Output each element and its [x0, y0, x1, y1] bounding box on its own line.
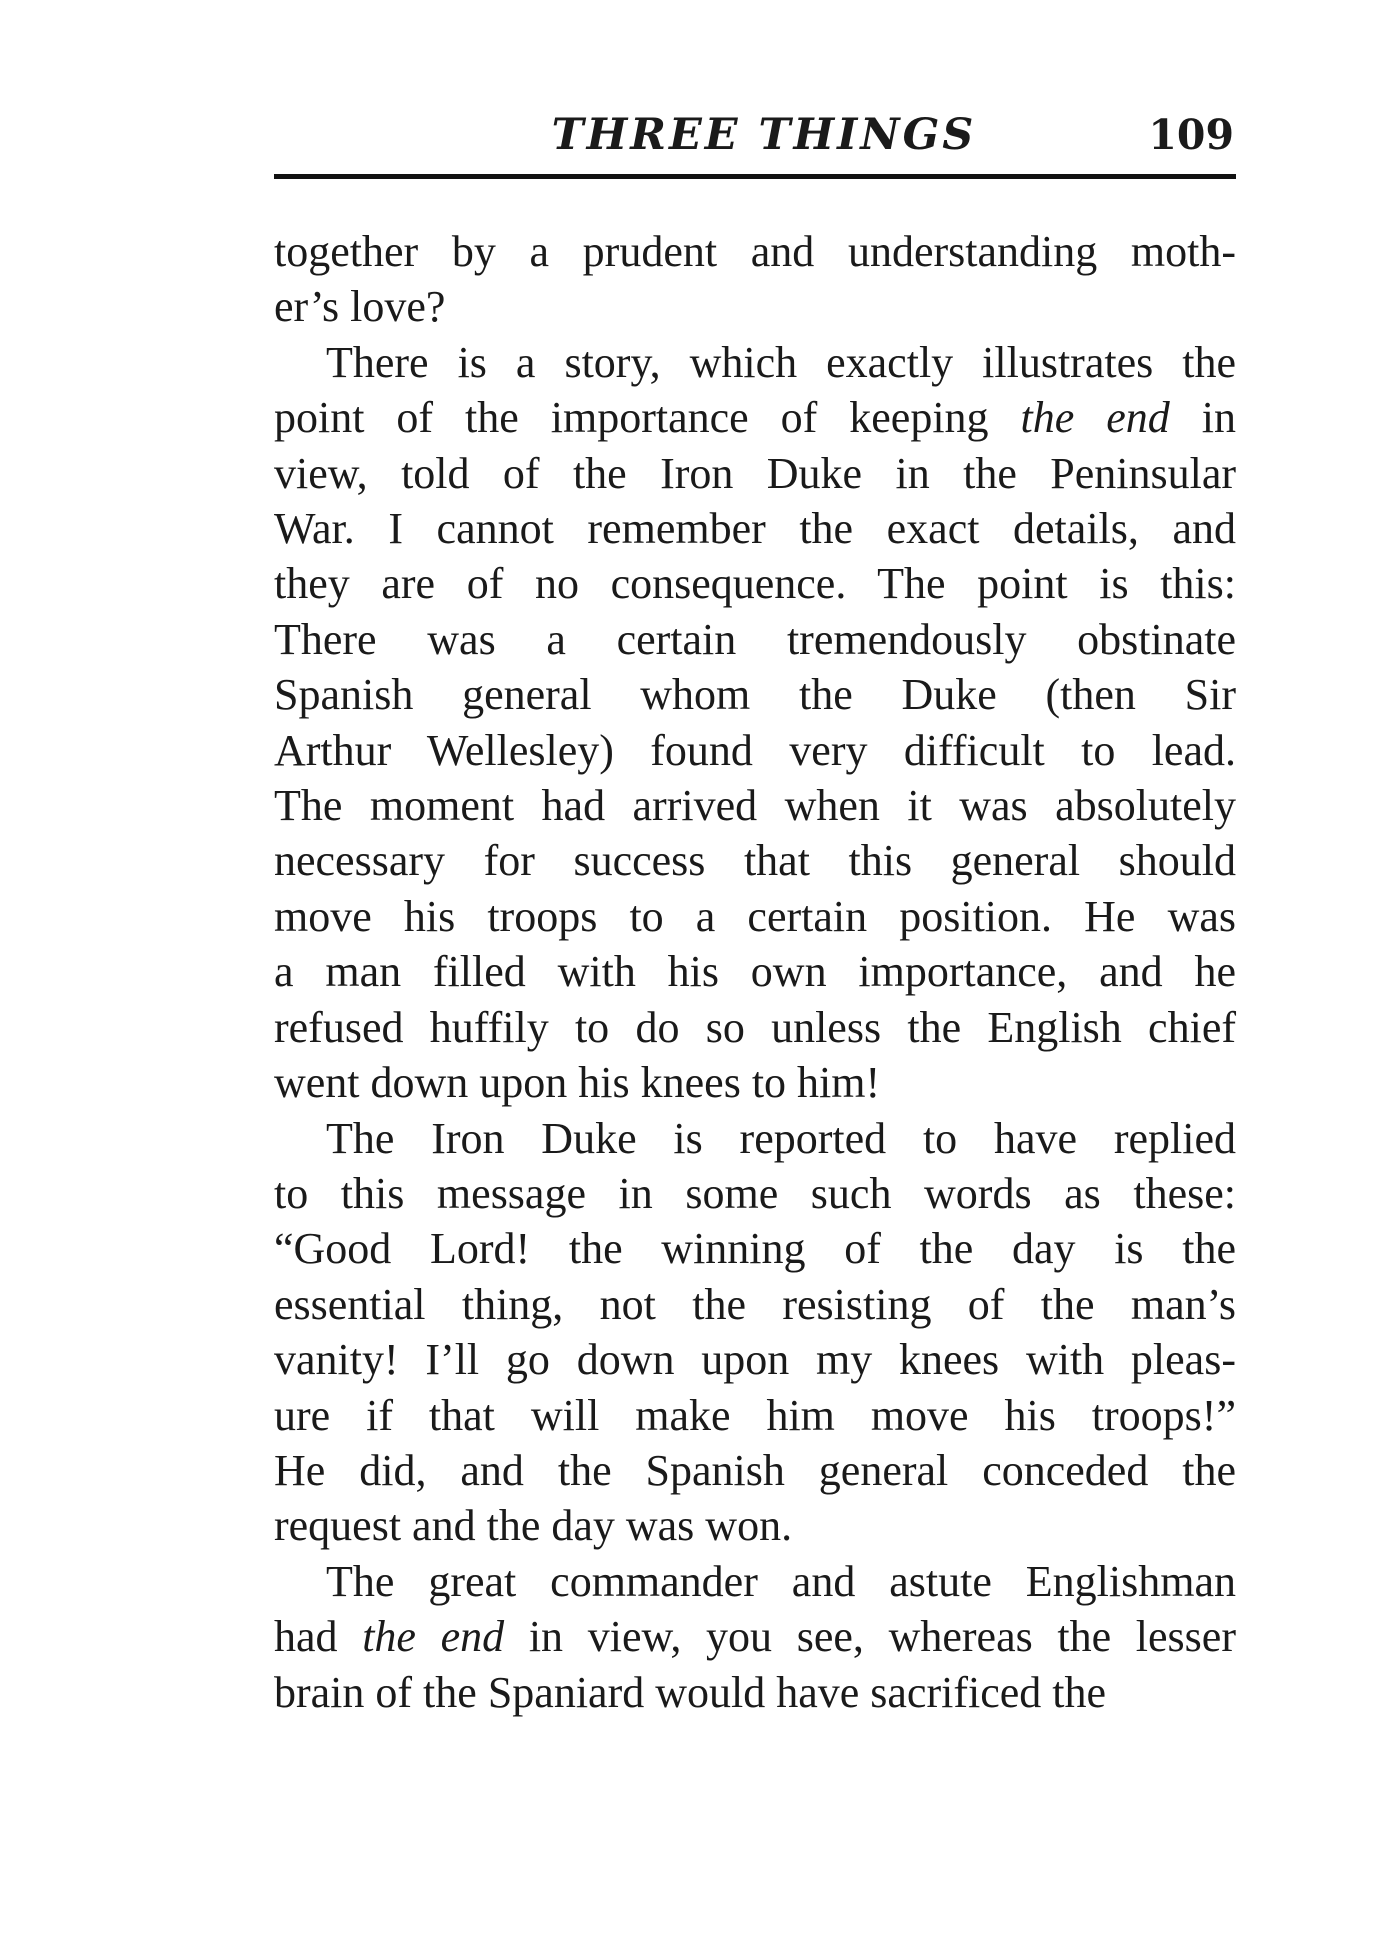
text-run: The moment had arrived when it was absolutely — [274, 781, 1236, 831]
text-line — [274, 1332, 1236, 1387]
text-line — [274, 390, 1236, 445]
text-run: went down upon his knees to him! — [274, 1058, 881, 1108]
italic-text: the end — [1020, 393, 1170, 443]
text-run: view, told of the Iron Duke in the Peninsular — [274, 448, 1236, 498]
text-line — [274, 1443, 1236, 1498]
text-run: essential thing, not the resisting of the man’s — [274, 1279, 1236, 1329]
text-line — [274, 1000, 1236, 1055]
text-run: together by a prudent and understanding moth- — [274, 227, 1236, 276]
text-run: refused huffily to do so unless the English chief — [274, 1002, 1236, 1052]
text-line — [274, 1554, 1236, 1609]
text-line — [274, 224, 1236, 279]
text-run: a man filled with his own importance, and he — [274, 947, 1236, 997]
text-run: vanity! I’ll go down upon my knees with pleas- — [274, 1335, 1236, 1385]
text-run: War. I cannot remember the exact details, and — [274, 504, 1236, 554]
text-line — [274, 446, 1236, 501]
text-run: had — [274, 1612, 363, 1662]
text-run: in view, you see, whereas the lesser — [504, 1612, 1236, 1662]
running-head — [274, 108, 1236, 170]
paragraph — [274, 335, 1236, 1111]
text-line — [274, 1111, 1236, 1166]
text-run: Spanish general whom the Duke (then Sir — [274, 670, 1236, 720]
text-run: ure if that will make him move his troops!” — [274, 1390, 1236, 1440]
text-line — [274, 667, 1236, 722]
page-number: 109 — [1148, 111, 1234, 159]
text-line — [274, 1388, 1236, 1443]
text-line — [274, 778, 1236, 833]
text-line — [274, 1498, 1236, 1553]
text-run: He did, and the Spanish general conceded the — [274, 1445, 1236, 1495]
book-page — [274, 108, 1236, 1717]
running-title: THREE THINGS — [551, 110, 977, 160]
paragraph — [274, 1111, 1236, 1554]
text-line — [274, 1277, 1236, 1332]
text-line — [274, 1609, 1236, 1664]
text-run: move his troops to a certain position. He was — [274, 891, 1236, 941]
text-line — [274, 556, 1236, 611]
text-run: request and the day was won. — [274, 1501, 793, 1551]
text-line — [274, 833, 1236, 888]
header-rule — [274, 174, 1236, 179]
paragraph — [274, 1554, 1236, 1720]
text-line — [274, 723, 1236, 778]
text-run: er’s love? — [274, 282, 446, 332]
text-run: they are of no consequence. The point is this: — [274, 559, 1236, 609]
text-line — [274, 335, 1236, 390]
text-line — [274, 944, 1236, 999]
text-line — [274, 501, 1236, 556]
text-line — [274, 1221, 1236, 1276]
text-run: There was a certain tremendously obstinate — [274, 614, 1236, 664]
text-run: brain of the Spaniard would have sacrificed the — [274, 1667, 1107, 1717]
body-text — [274, 224, 1236, 1720]
text-run: Arthur Wellesley) found very difficult to lead. — [274, 725, 1236, 775]
text-line — [274, 612, 1236, 667]
text-run: in — [1169, 393, 1236, 443]
text-line — [274, 1166, 1236, 1221]
text-line — [274, 1055, 1236, 1110]
text-line — [274, 1665, 1236, 1720]
paragraph — [274, 224, 1236, 335]
text-run: The Iron Duke is reported to have replied — [326, 1113, 1236, 1163]
text-run: “Good Lord! the winning of the day is the — [274, 1224, 1236, 1274]
text-run: point of the importance of keeping — [274, 393, 1021, 443]
text-line — [274, 889, 1236, 944]
italic-text: the end — [362, 1612, 505, 1662]
text-line — [274, 279, 1236, 334]
text-run: to this message in some such words as these: — [274, 1168, 1236, 1218]
text-run: necessary for success that this general should — [274, 836, 1236, 886]
text-run: There is a story, which exactly illustrates the — [326, 337, 1236, 387]
text-run: The great commander and astute Englishman — [326, 1556, 1236, 1606]
